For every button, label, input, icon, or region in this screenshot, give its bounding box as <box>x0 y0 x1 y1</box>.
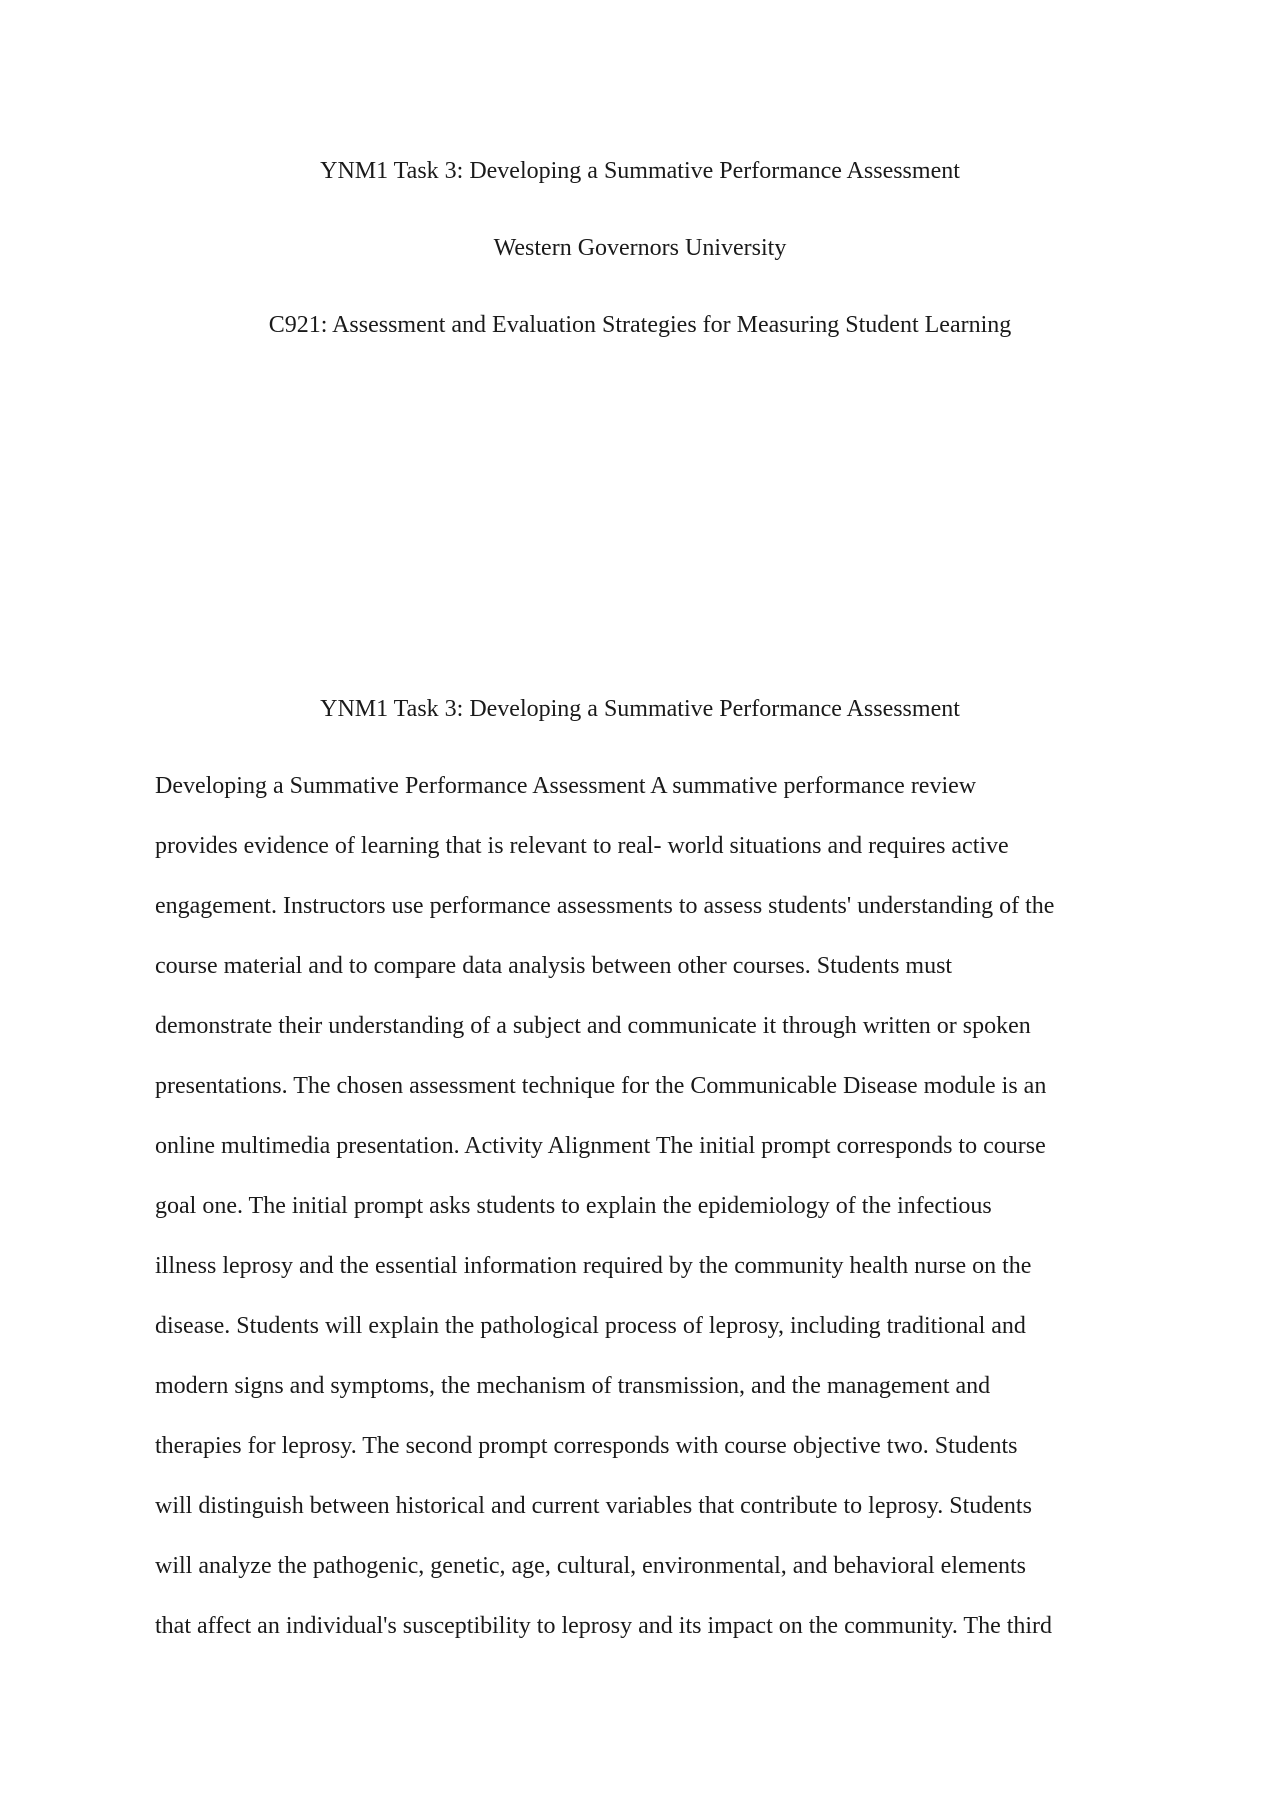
document-title: YNM1 Task 3: Developing a Summative Performance Assessment <box>320 158 960 184</box>
paragraph-line: engagement. Instructors use performance assessments to assess students' understanding of the <box>155 893 1055 919</box>
paragraph-line: that affect an individual's susceptibility to leprosy and its impact on the community. The third <box>155 1613 1053 1639</box>
paragraph-line: illness leprosy and the essential information required by the community health nurse on the <box>155 1253 1032 1279</box>
paragraph-line: modern signs and symptoms, the mechanism of transmission, and the management and <box>155 1373 991 1399</box>
institution-name: Western Governors University <box>493 235 787 261</box>
paragraph-line: provides evidence of learning that is relevant to real- world situations and requires active <box>155 833 1009 859</box>
course-name: C921: Assessment and Evaluation Strategies for Measuring Student Learning <box>268 312 1012 338</box>
paragraph-line: course material and to compare data analysis between other courses. Students must <box>155 953 953 979</box>
paragraph-line: online multimedia presentation. Activity Alignment The initial prompt corresponds to course <box>155 1133 1046 1159</box>
paragraph-line: will distinguish between historical and current variables that contribute to leprosy. Students <box>155 1493 1032 1519</box>
paragraph-line: presentations. The chosen assessment technique for the Communicable Disease module is an <box>155 1073 1047 1099</box>
paragraph-line: will analyze the pathogenic, genetic, age, cultural, environmental, and behavioral elements <box>155 1553 1026 1579</box>
paragraph-line: demonstrate their understanding of a subject and communicate it through written or spoken <box>155 1013 1031 1039</box>
body-heading: YNM1 Task 3: Developing a Summative Performance Assessment <box>320 696 960 722</box>
paragraph-line: goal one. The initial prompt asks students to explain the epidemiology of the infectious <box>155 1193 992 1219</box>
paragraph-line: Developing a Summative Performance Assessment A summative performance review <box>155 773 977 799</box>
paragraph-line: disease. Students will explain the pathological process of leprosy, including traditional and <box>155 1313 1026 1339</box>
paragraph-line: therapies for leprosy. The second prompt corresponds with course objective two. Students <box>155 1433 1018 1459</box>
